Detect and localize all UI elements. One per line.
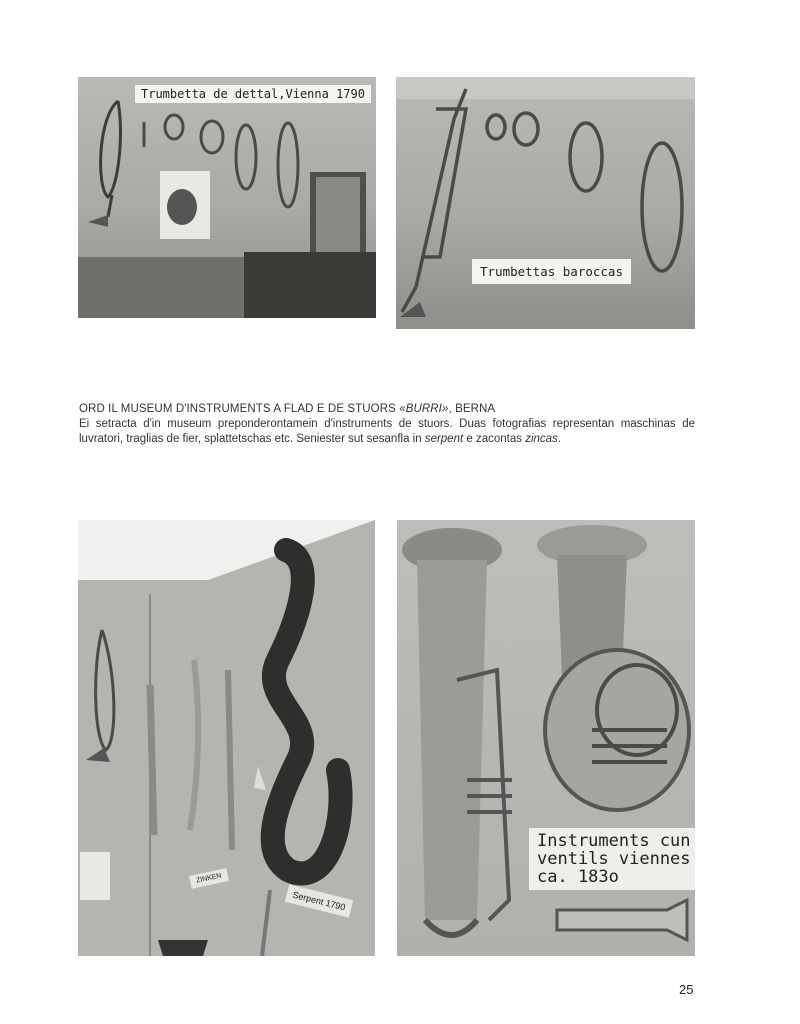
photo-label <box>529 828 695 890</box>
caption-title: ORD IL MUSEUM D'INSTRUMENTS A FLAD E DE STUORS «BURRI», BERNA <box>79 403 496 415</box>
photo-label-line3: ca. 183o <box>537 867 619 887</box>
photo-label-line1: Instruments cun <box>537 831 691 851</box>
instruments-wall-illustration <box>78 77 376 318</box>
photo-serpent-zinken <box>78 520 375 956</box>
baroque-trumpets-illustration <box>396 77 695 329</box>
caption-body: Ei setracta d'in museum preponderontamein d'instruments de stuors. Duas fotografias representan maschinas de luvratori, traglias de fier, splattetschas etc. Seniester sut sesanfla in serpent e zacontas zincas. <box>79 418 695 445</box>
sign-zinken: ZINKEN <box>189 868 229 889</box>
caption <box>79 402 695 447</box>
page-number: 25 <box>679 982 694 997</box>
tubas-illustration <box>397 520 695 956</box>
photo-trumbetta-vienna <box>78 77 376 318</box>
sign-serpent: Serpent 1790 <box>285 884 353 917</box>
photo-ventils-viennes <box>397 520 695 956</box>
photo-label: Trumbettas baroccas <box>472 259 631 284</box>
photo-label: Trumbetta de dettal,Vienna 1790 <box>135 85 371 103</box>
serpent-wall-illustration <box>78 520 375 956</box>
photo-label-line2: ventils viennes <box>537 849 691 869</box>
photo-trumbettas-baroccas <box>396 77 695 329</box>
